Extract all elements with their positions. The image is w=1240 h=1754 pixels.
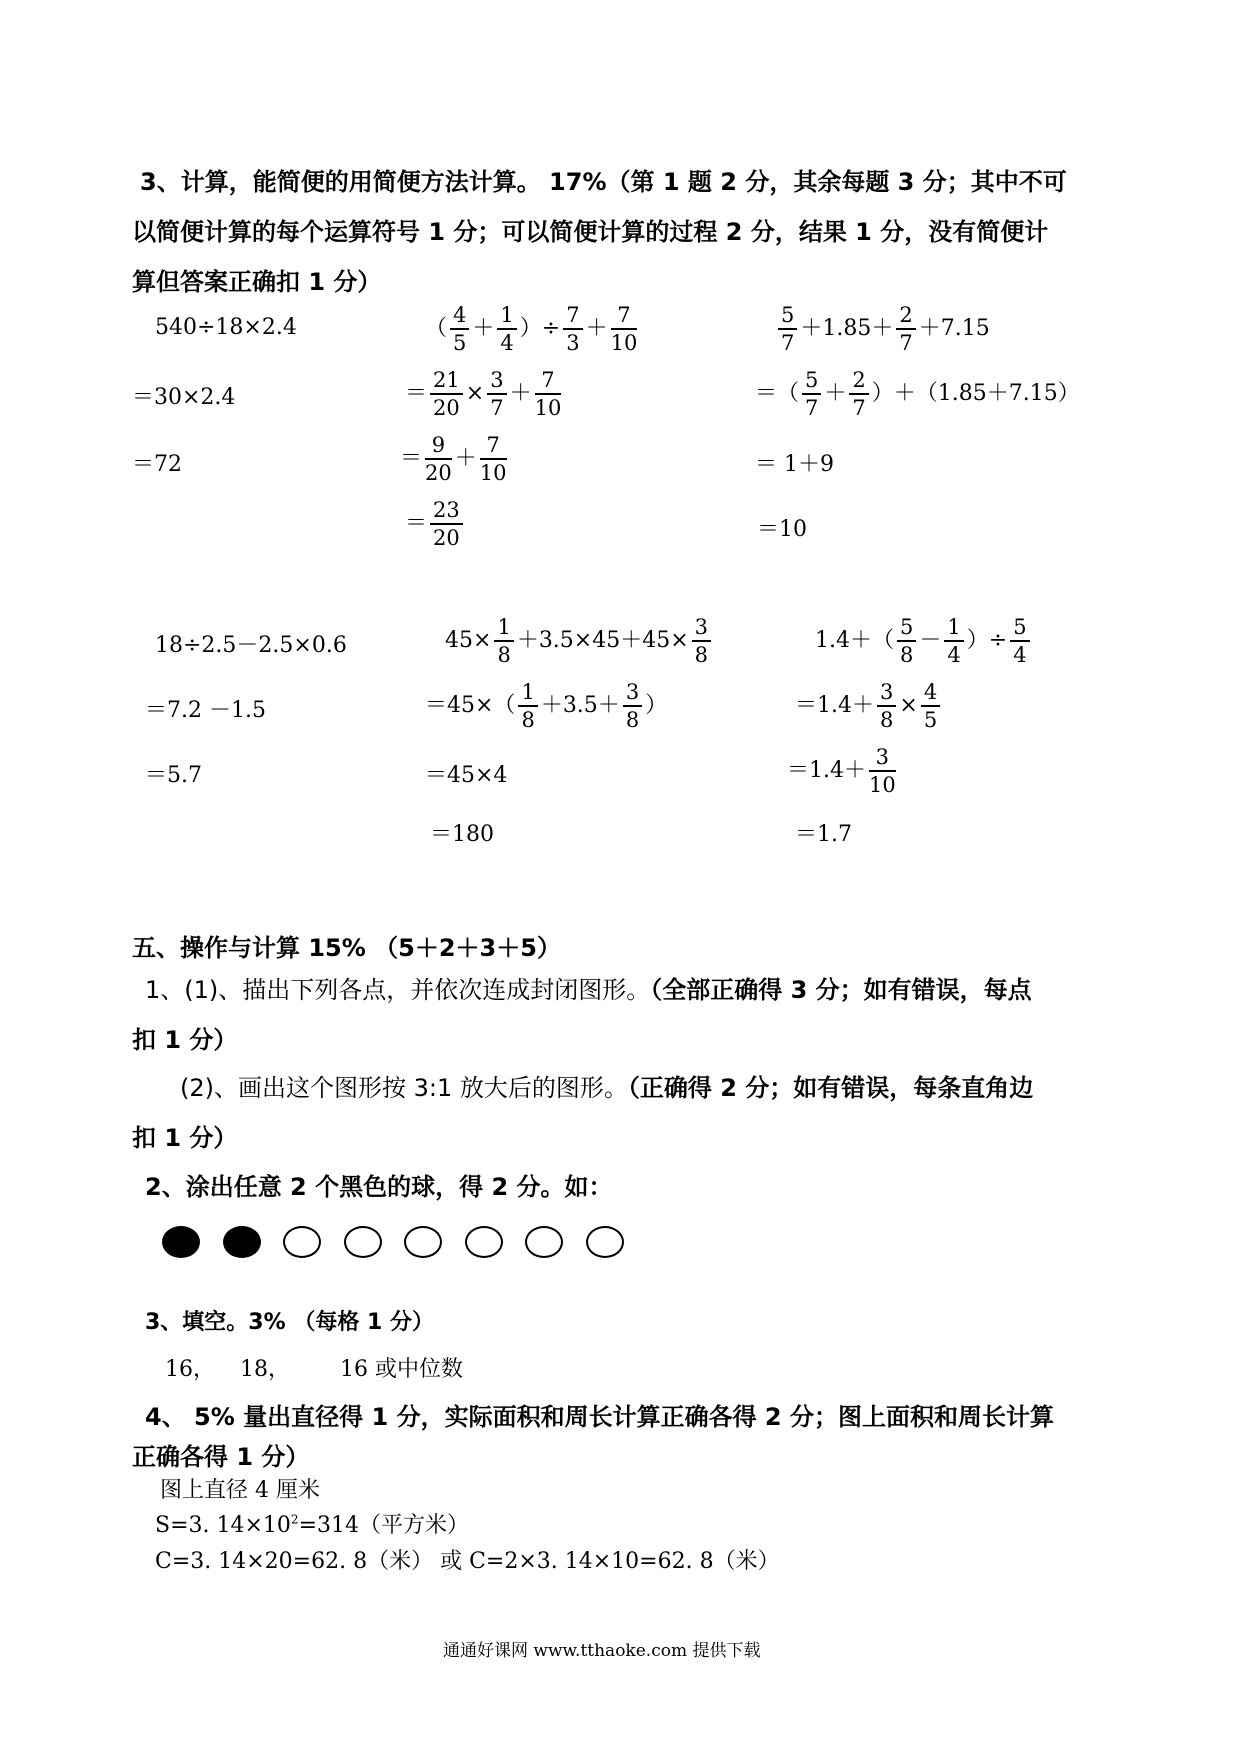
empty-ball (283, 1226, 321, 1258)
fraction: $\frac{5}{8}$ (897, 614, 916, 668)
section3-line3: 算但答案正确扣 1 分） (132, 268, 382, 296)
fraction: $\frac{3}{8}$ (623, 679, 642, 733)
empty-ball (586, 1226, 624, 1258)
p6-line2: ＝1.4＋ $\frac{3}{8}$ × $\frac{4}{5}$ (795, 679, 943, 733)
p1-line3: ＝72 (132, 452, 182, 477)
p5-line2: ＝45×（ $\frac{1}{8}$ ＋3.5＋ $\frac{3}{8}$ ） (425, 680, 668, 732)
q2-text: 2、涂出任意 2 个黑色的球，得 2 分。如： (145, 1173, 613, 1201)
q3-text: 3、填空。3% （每格 1 分） (145, 1310, 434, 1335)
q1-part2-line1: (2)、画出这个图形按 3:1 放大后的图形。（正确得 2 分；如有错误，每条直角边 (180, 1074, 1034, 1102)
fraction: $\frac{1}{8}$ (518, 679, 537, 733)
fraction: $\frac{7}{10}$ (534, 368, 562, 420)
fraction: $\frac{7}{3}$ (563, 302, 582, 356)
fraction: $\frac{5}{7}$ (778, 302, 797, 356)
p2-line2: ＝ $\frac{21}{20}$ × $\frac{3}{7}$ ＋ $\frac{7}{10}$ (405, 368, 562, 420)
p1-line1: 540÷18×2.4 (155, 315, 297, 340)
p4-line2: ＝7.2 －1.5 (145, 698, 266, 723)
p2-line1: （ $\frac{4}{5}$ ＋ $\frac{1}{4}$ ）÷ $\frac{7}{3}$ ＋ $\frac{7}{10}$ (425, 303, 638, 355)
fraction: $\frac{7}{10}$ (479, 433, 507, 485)
fraction: $\frac{23}{20}$ (430, 497, 463, 551)
p3-line1: $\frac{5}{7}$ ＋1.85＋ $\frac{2}{7}$ ＋7.15 (775, 302, 990, 356)
q4-area: S=3. $14\times 10^2=314$（平方米） (155, 1512, 469, 1538)
fraction: $\frac{7}{10}$ (610, 303, 638, 355)
p4-line1: 18÷2.5－2.5×0.6 (155, 633, 347, 658)
empty-ball (525, 1226, 563, 1258)
fraction: $\frac{2}{7}$ (849, 367, 868, 421)
p3-line2: ＝（ $\frac{5}{7}$ ＋ $\frac{2}{7}$ ）＋（1.85＋7.15） (755, 368, 1080, 420)
section5-title: 五、操作与计算 15% （5＋2＋3＋5） (132, 934, 561, 962)
p3-line4: ＝10 (757, 517, 807, 542)
q1-part1-line1: 1、(1)、描出下列各点，并依次连成封闭图形。（全部正确得 3 分；如有错误，每点 (145, 976, 1032, 1004)
p3-line3: ＝ 1＋9 (755, 452, 834, 477)
q4-line2: 正确各得 1 分） (132, 1443, 310, 1471)
p6-line1: 1.4＋（ $\frac{5}{8}$ － $\frac{1}{4}$ ）÷ $\frac{5}{4}$ (815, 614, 1033, 668)
fraction: $\frac{4}{5}$ (921, 679, 940, 733)
p4-line3: ＝5.7 (145, 763, 202, 788)
q4-circumference: C=3. 14×20=62. 8（米） 或 C=2×3. 14×10=62. 8（米） (155, 1549, 780, 1574)
fraction: $\frac{5}{7}$ (802, 367, 821, 421)
q4-diameter: 图上直径 4 厘米 (160, 1478, 320, 1503)
fraction: $\frac{2}{7}$ (896, 302, 915, 356)
empty-ball (404, 1226, 442, 1258)
p2-line4: ＝ $\frac{23}{20}$ (405, 497, 466, 551)
fraction: $\frac{3}{7}$ (487, 367, 506, 421)
p1-line2: ＝30×2.4 (132, 385, 236, 410)
p5-line3: ＝45×4 (425, 763, 508, 788)
fraction: $\frac{3}{8}$ (692, 614, 711, 668)
section3-line1: 3、计算，能简便的用简便方法计算。 17%（第 1 题 2 分，其余每题 3 分；其中不可 (140, 168, 1067, 196)
p5-line4: ＝180 (430, 822, 494, 847)
q1-part1-line2: 扣 1 分） (132, 1026, 238, 1054)
p2-line3: ＝ $\frac{9}{20}$ ＋ $\frac{7}{10}$ (400, 433, 507, 485)
p5-line1: 45× $\frac{1}{8}$ ＋3.5×45＋45× $\frac{3}{8}$ (445, 614, 714, 668)
fraction: $\frac{1}{4}$ (944, 614, 963, 668)
q3-answer-3: 16 或中位数 (340, 1357, 463, 1382)
q3-answer-1: 16， (165, 1357, 215, 1382)
fraction: $\frac{3}{8}$ (877, 679, 896, 733)
footer-credit: 通通好课网 www.tthaoke.com 提供下载 (443, 1641, 761, 1661)
fraction: $\frac{4}{5}$ (450, 302, 469, 356)
fraction: $\frac{5}{4}$ (1010, 614, 1029, 668)
fraction: $\frac{21}{20}$ (430, 367, 463, 421)
fraction: $\frac{9}{20}$ (425, 433, 452, 485)
p6-line3: ＝1.4＋ $\frac{3}{10}$ (787, 745, 896, 797)
q1-part2-line2: 扣 1 分） (132, 1124, 238, 1152)
p6-line4: ＝1.7 (795, 822, 852, 847)
fraction: $\frac{3}{10}$ (869, 745, 896, 797)
q3-answer-2: 18， (240, 1357, 290, 1382)
fraction: $\frac{1}{4}$ (497, 302, 516, 356)
fraction: $\frac{1}{8}$ (494, 614, 513, 668)
empty-ball (344, 1226, 382, 1258)
empty-ball (465, 1226, 503, 1258)
filled-ball (223, 1226, 261, 1258)
q4-line1: 4、 5% 量出直径得 1 分，实际面积和周长计算正确各得 2 分；图上面积和周长计算 (145, 1403, 1054, 1431)
filled-ball (162, 1226, 200, 1258)
section3-line2: 以简便计算的每个运算符号 1 分；可以简便计算的过程 2 分，结果 1 分，没有简便计 (132, 218, 1049, 246)
